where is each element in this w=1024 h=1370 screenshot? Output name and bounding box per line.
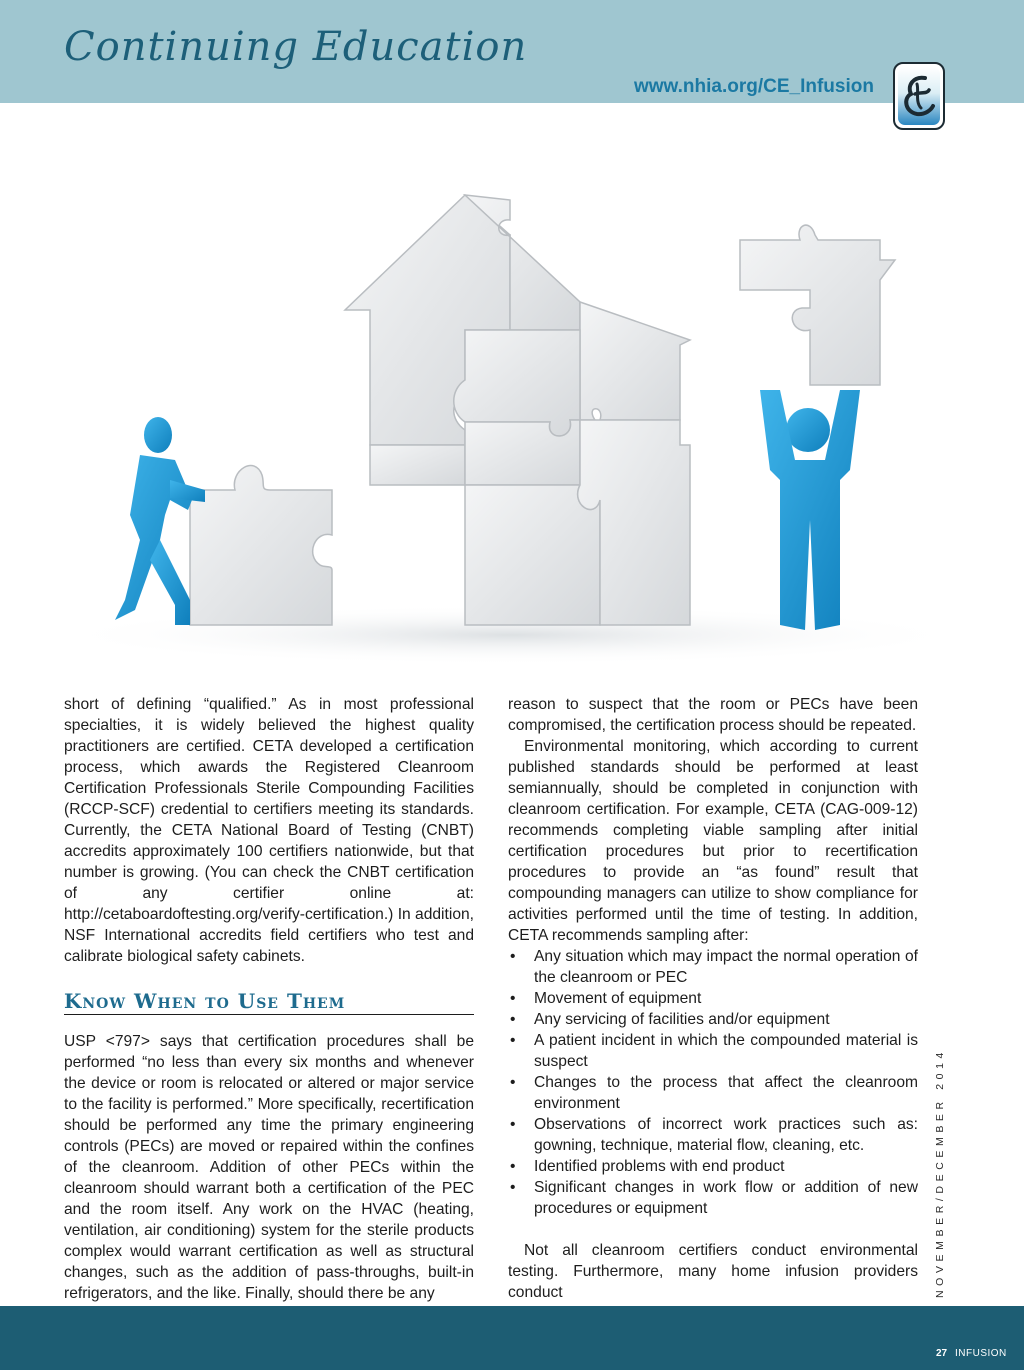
list-item: • Any servicing of facilities and/or equipment: [510, 1011, 830, 1028]
bullet-icon: •: [510, 1011, 516, 1028]
bullet-list: [508, 946, 918, 1219]
body-paragraph: Environmental monitoring, which according to current published standards should be performed at least semiannually, should be completed in conjunction with cleanroom certification. For example, CETA (CAG-009-12) recommends completing viable sampling after initial certification procedures but prior to recertification procedures to provide an “as found” result that compounding managers can utilize to show compliance for activities performed until the time of testing. In addition, CETA recommends sampling after:: [508, 738, 918, 944]
section-heading: Know When to Use Them: [64, 991, 474, 1015]
list-item: • A patient incident in which the compounded material is suspect: [510, 1032, 918, 1070]
body-paragraph: short of defining “qualified.” As in most professional specialties, it is widely believed the highest quality practitioners are certified. CETA developed a certification process, which awards the Registered Cleanroom Certification Professionals Sterile Compounding Facilities (RCCP-SCF) credential to certifiers meeting its standards. Currently, the CETA National Board of Testing (CNBT) accredits approximately 100 certifiers nationwide, but that number is growing. (You can check the CNBT certification of any certifier online at: http://cetaboardoftesting.org/verify-certification.) In addition, NSF International accredits field certifiers who test and calibrate biological safety cabinets.: [64, 696, 474, 965]
house-puzzle: [345, 195, 690, 625]
lifted-puzzle-piece: [740, 225, 895, 385]
bullet-icon: •: [510, 1158, 516, 1175]
body-paragraph: Not all cleanroom certifiers conduct environmental testing. Furthermore, many home infusion providers conduct: [508, 1242, 918, 1301]
ce-logo-icon: [893, 62, 945, 130]
ce-url-link[interactable]: www.nhia.org/CE_Infusion: [634, 76, 874, 97]
list-item: • Movement of equipment: [510, 990, 702, 1007]
bullet-icon: •: [510, 948, 516, 965]
puzzle-house-illustration: [40, 180, 980, 670]
bullet-icon: •: [510, 990, 516, 1007]
page-number: 27: [936, 1348, 948, 1359]
lifting-figure: [760, 390, 860, 630]
body-paragraph: USP <797> says that certification procedures shall be performed “no less than every six months and whenever the device or room is relocated or altered or major service to the facility is performed.” More specifically, recertification should be performed any time the primary engineering controls (PECs) are moved or repaired within the confines of the cleanroom. Addition of other PECs within the cleanroom should warrant both a certification of the PEC and the room itself. Any work on the HVAC (heating, ventilation, air conditioning) system for the sterile products complex would warrant certification as well as structural changes, such as the addition of pass-throughs, built-in refrigerators, and the like. Finally, should there be any: [64, 1033, 474, 1302]
list-item: • Significant changes in work flow or addition of new procedures or equipment: [510, 1179, 918, 1217]
bullet-icon: •: [510, 1074, 516, 1091]
list-item: • Observations of incorrect work practices such as: gowning, technique, material flow, cleaning, etc.: [510, 1116, 918, 1154]
list-item: • Identified problems with end product: [510, 1158, 785, 1175]
magazine-name: INFUSION: [955, 1348, 1007, 1359]
list-item: • Any situation which may impact the normal operation of the cleanroom or PEC: [510, 948, 918, 986]
right-column: [508, 694, 918, 1303]
section-title: Continuing Education: [64, 24, 528, 70]
left-column: [64, 694, 474, 1304]
bullet-icon: •: [510, 1032, 516, 1049]
footer-band: [0, 1306, 1024, 1370]
body-paragraph: reason to suspect that the room or PECs have been compromised, the certification process should be repeated.: [508, 696, 918, 734]
issue-date: NOVEMBER/DECEMBER 2014: [934, 1048, 946, 1298]
bullet-icon: •: [510, 1116, 516, 1133]
pushed-puzzle-piece: [190, 466, 332, 625]
bullet-icon: •: [510, 1179, 516, 1196]
list-item: • Changes to the process that affect the cleanroom environment: [510, 1074, 918, 1112]
